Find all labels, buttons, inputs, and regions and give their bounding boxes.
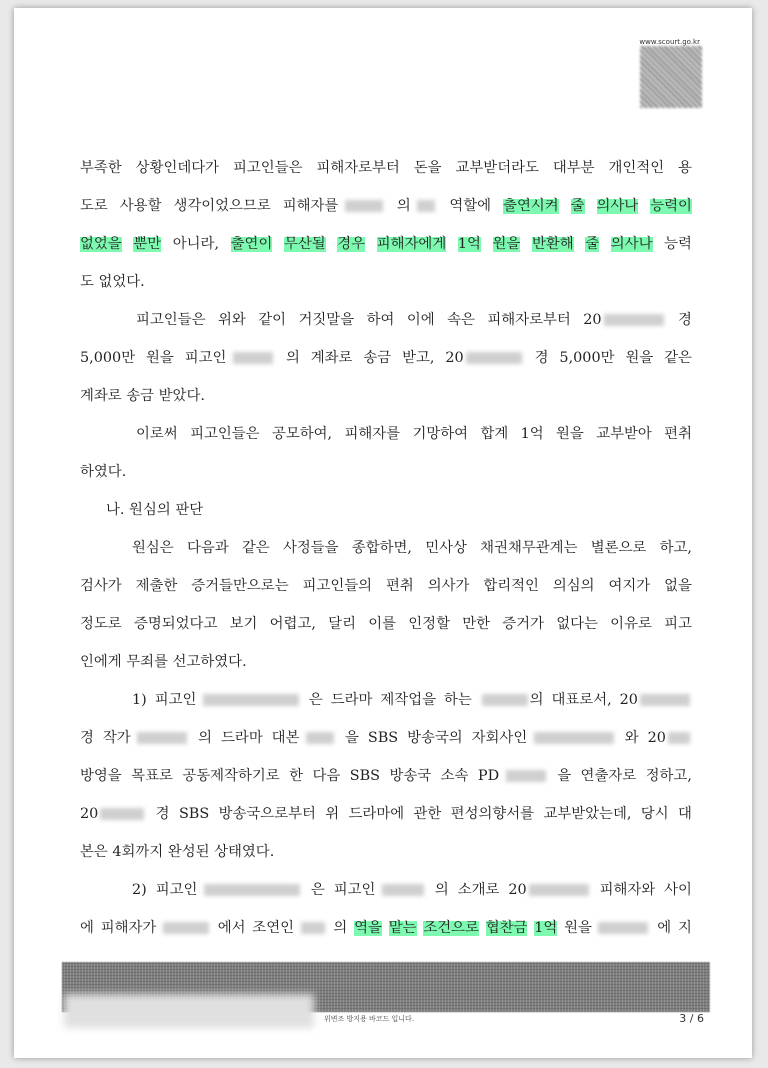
document-page [14, 8, 752, 1058]
text-line: 경 작가 의 드라마 대본 을 SBS 방송국의 자회사인 와 20 [80, 728, 692, 748]
text-line: 하였다. [80, 464, 127, 480]
text-line: 원심은 다음과 같은 사정들을 종합하면, 민사상 채권채무관계는 별론으로 하고, [132, 540, 692, 556]
text-line: 본은 4회까지 완성된 상태였다. [80, 844, 275, 860]
text-line: 계좌로 송금 받았다. [80, 388, 205, 404]
text-line: 도 없었다. [80, 274, 145, 290]
page-number: 3 / 6 [679, 1012, 704, 1025]
section-heading: 나. 원심의 판단 [106, 502, 204, 518]
redaction [137, 732, 187, 744]
redaction [529, 884, 589, 896]
text-line: 2) 피고인 은 피고인 의 소개로 20 피해자와 사이 [132, 882, 692, 898]
redaction [534, 732, 614, 744]
court-url: www.scourt.go.kr [639, 38, 700, 46]
text-line: 20 경 SBS 방송국으로부터 위 드라마에 관한 편성의향서를 교부받았는데, 당시 대 [80, 806, 692, 822]
text-line: 1) 피고인 은 드라마 제작업을 하는 의 대표로서, 20 [132, 690, 692, 710]
text-line: 인에게 무죄를 선고하였다. [80, 654, 247, 670]
text-line: 이로써 피고인들은 공모하여, 피해자를 기망하여 합계 1억 원을 교부받아 편취 [136, 426, 692, 442]
redaction [163, 922, 209, 934]
text-line: 정도로 증명되었다고 보기 어렵고, 달리 이를 인정할 만한 증거가 없다는 이유로 피고 [80, 616, 692, 632]
redaction [100, 808, 144, 820]
text-line: 도로 사용할 생각이었으므로 피해자를 의 역할에 출연시켜 줄 의사나 능력이 [80, 198, 692, 214]
redaction [598, 922, 648, 934]
redaction [203, 694, 299, 706]
redaction [382, 884, 424, 896]
barcode-note: 위변조 방지용 바코드 입니다. [324, 1015, 415, 1023]
redaction [506, 770, 546, 782]
qr-code [640, 46, 702, 108]
redaction [668, 732, 690, 744]
text-line: 방영을 목표로 공동제작하기로 한 다음 SBS 방송국 소속 PD 을 연출자로 정하고, [80, 768, 692, 784]
redaction [233, 352, 273, 364]
redaction [306, 732, 334, 744]
text-line: 피고인들은 위와 같이 거짓말을 하여 이에 속은 피해자로부터 20 경 [136, 312, 692, 328]
text-line: 에 피해자가 에서 조연인 의 역을 맡는 조건으로 협찬금 1억 원을 에 지 [80, 920, 692, 936]
redaction [204, 884, 300, 896]
text-line: 5,000만 원을 피고인 의 계좌로 송금 받고, 20 경 5,000만 원을 같은 [80, 350, 692, 366]
text-line: 검사가 제출한 증거들만으로는 피고인들의 편취 의사가 합리적인 의심의 여지가 없을 [80, 578, 692, 594]
text-line: 부족한 상황인데다가 피고인들은 피해자로부터 돈을 교부받더라도 대부분 개인적인 용 [80, 160, 692, 176]
redaction [604, 314, 664, 326]
redaction [640, 694, 690, 706]
redaction [64, 994, 314, 1028]
redaction [417, 200, 435, 212]
redaction [301, 922, 325, 934]
redaction [482, 694, 528, 706]
redaction [466, 352, 522, 364]
text-line: 없었을 뿐만 아니라, 출연이 무산될 경우 피해자에게 1억 원을 반환해 줄 의사나 능력 [80, 236, 692, 252]
redaction [345, 200, 383, 212]
